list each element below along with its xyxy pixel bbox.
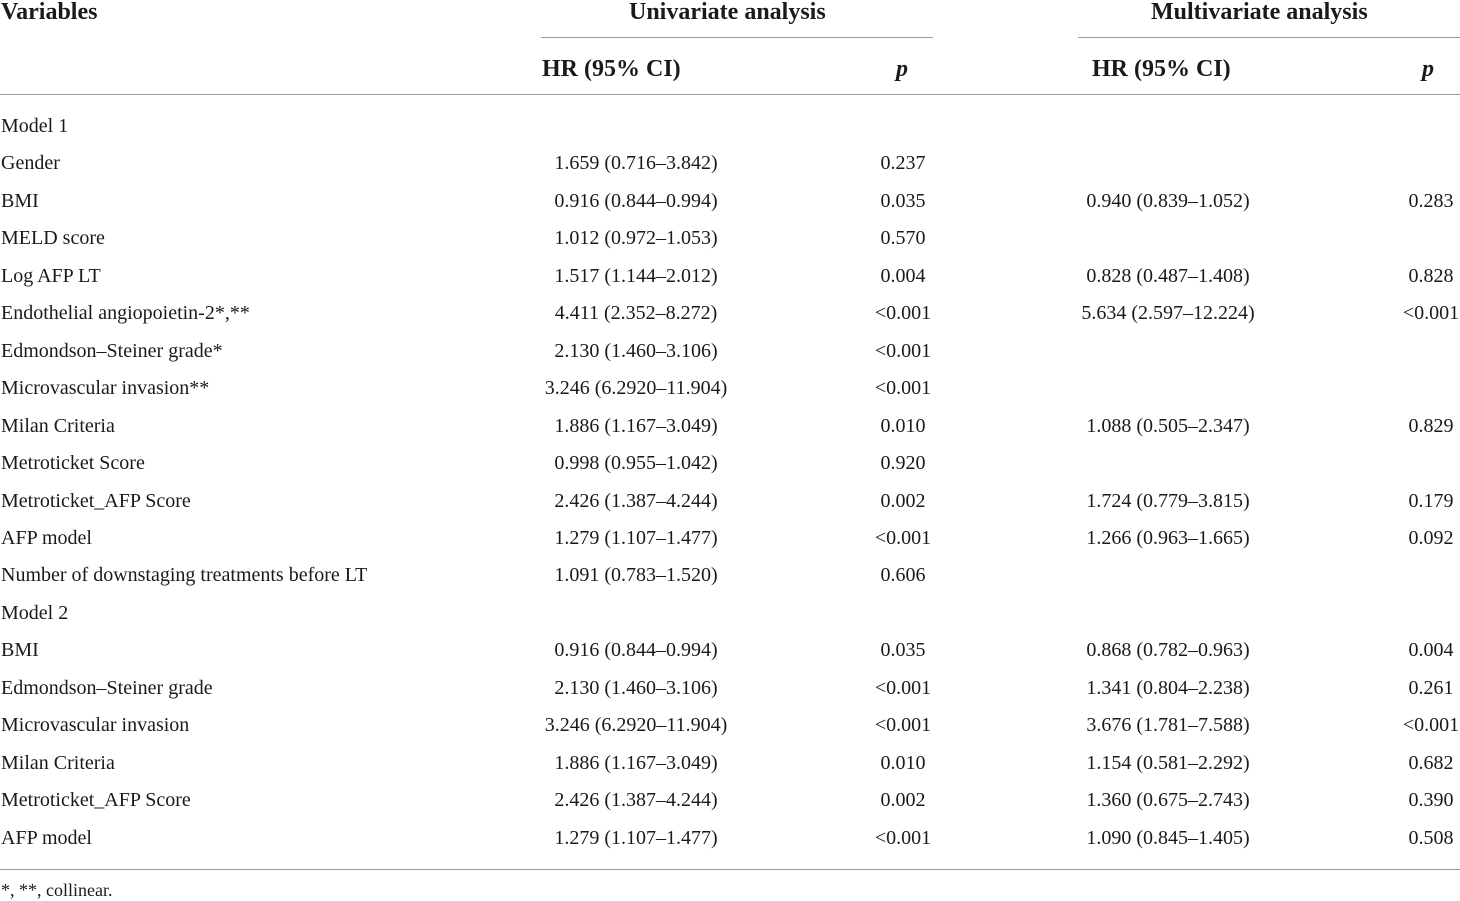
variable-cell: Endothelial angiopoietin-2*,**: [1, 302, 250, 324]
hr-univariate-cell: 3.246 (6.2920–11.904): [544, 714, 728, 736]
variable-cell: Edmondson–Steiner grade: [1, 677, 213, 699]
p-multivariate-cell: 0.283: [1408, 190, 1454, 212]
variable-cell: Model 2: [1, 602, 69, 624]
p-univariate-cell: 0.004: [880, 265, 926, 287]
hr-univariate-cell: 3.246 (6.2920–11.904): [544, 377, 728, 399]
hr-univariate-cell: 2.426 (1.387–4.244): [554, 490, 718, 512]
variable-cell: Gender: [1, 152, 60, 174]
variable-cell: MELD score: [1, 227, 105, 249]
hr-univariate-cell: 1.886 (1.167–3.049): [554, 752, 718, 774]
variable-cell: Metroticket_AFP Score: [1, 490, 191, 512]
hr-multivariate-cell: 1.266 (0.963–1.665): [1086, 527, 1250, 549]
p-multivariate-cell: 0.004: [1408, 639, 1454, 661]
variable-cell: Microvascular invasion: [1, 714, 190, 736]
header-bottom-rule: [0, 94, 1460, 95]
p-univariate-cell: <0.001: [874, 677, 932, 699]
hr-multivariate-cell: 1.724 (0.779–3.815): [1086, 490, 1250, 512]
variable-cell: Metroticket Score: [1, 452, 145, 474]
p-univariate-cell: 0.920: [880, 452, 926, 474]
hr-univariate-cell: 1.886 (1.167–3.049): [554, 415, 718, 437]
p-univariate-cell: 0.010: [880, 415, 926, 437]
table-bottom-rule: [0, 869, 1460, 870]
hr-multivariate-cell: 1.088 (0.505–2.347): [1086, 415, 1250, 437]
hr-univariate-cell: 0.916 (0.844–0.994): [554, 639, 718, 661]
variable-cell: BMI: [1, 639, 39, 661]
p-univariate-cell: <0.001: [874, 340, 932, 362]
hr-univariate-cell: 4.411 (2.352–8.272): [554, 302, 718, 324]
p-univariate-cell: <0.001: [874, 527, 932, 549]
p-multivariate-cell: 0.092: [1408, 527, 1454, 549]
p-multivariate-cell: 0.682: [1408, 752, 1454, 774]
hr-multivariate-cell: 1.341 (0.804–2.238): [1086, 677, 1250, 699]
footnote: *, **, collinear.: [1, 880, 113, 900]
p-multivariate-cell: 0.179: [1408, 490, 1454, 512]
p-univariate-cell: 0.010: [880, 752, 926, 774]
p-multivariate-cell: 0.828: [1408, 265, 1454, 287]
variable-cell: Model 1: [1, 115, 69, 137]
p-univariate-cell: <0.001: [874, 827, 932, 849]
variable-cell: AFP model: [1, 527, 92, 549]
hr-multivariate-cell: 1.090 (0.845–1.405): [1086, 827, 1250, 849]
variable-cell: Milan Criteria: [1, 415, 115, 437]
multivariate-underline: [1078, 37, 1460, 38]
p-univariate-cell: 0.606: [880, 564, 926, 586]
hr-univariate-cell: 2.130 (1.460–3.106): [554, 677, 718, 699]
univariate-underline: [541, 37, 933, 38]
p-univariate-cell: 0.035: [880, 639, 926, 661]
variable-cell: Milan Criteria: [1, 752, 115, 774]
header-p-univariate: p: [896, 56, 908, 82]
hr-univariate-cell: 1.012 (0.972–1.053): [554, 227, 718, 249]
header-hr-univariate: HR (95% CI): [542, 56, 681, 82]
variable-cell: Metroticket_AFP Score: [1, 789, 191, 811]
variable-cell: Log AFP LT: [1, 265, 101, 287]
p-multivariate-cell: 0.829: [1408, 415, 1454, 437]
variable-cell: BMI: [1, 190, 39, 212]
p-multivariate-cell: <0.001: [1402, 714, 1460, 736]
hr-multivariate-cell: 3.676 (1.781–7.588): [1086, 714, 1250, 736]
hr-multivariate-cell: 5.634 (2.597–12.224): [1081, 302, 1255, 324]
p-univariate-cell: <0.001: [874, 377, 932, 399]
hr-univariate-cell: 1.091 (0.783–1.520): [554, 564, 718, 586]
hr-univariate-cell: 0.998 (0.955–1.042): [554, 452, 718, 474]
p-univariate-cell: 0.035: [880, 190, 926, 212]
header-variables: Variables: [1, 0, 98, 25]
p-multivariate-cell: 0.390: [1408, 789, 1454, 811]
hr-multivariate-cell: 0.940 (0.839–1.052): [1086, 190, 1250, 212]
hr-univariate-cell: 1.659 (0.716–3.842): [554, 152, 718, 174]
variable-cell: AFP model: [1, 827, 92, 849]
p-univariate-cell: 0.237: [880, 152, 926, 174]
header-multivariate: Multivariate analysis: [1151, 0, 1368, 25]
hr-univariate-cell: 1.517 (1.144–2.012): [554, 265, 718, 287]
hr-univariate-cell: 2.426 (1.387–4.244): [554, 789, 718, 811]
variable-cell: Microvascular invasion**: [1, 377, 210, 399]
hr-multivariate-cell: 0.868 (0.782–0.963): [1086, 639, 1250, 661]
p-univariate-cell: <0.001: [874, 302, 932, 324]
hr-univariate-cell: 1.279 (1.107–1.477): [554, 527, 718, 549]
p-multivariate-cell: 0.508: [1408, 827, 1454, 849]
variable-cell: Number of downstaging treatments before LT: [1, 564, 368, 586]
hr-multivariate-cell: 0.828 (0.487–1.408): [1086, 265, 1250, 287]
hr-univariate-cell: 2.130 (1.460–3.106): [554, 340, 718, 362]
p-univariate-cell: 0.570: [880, 227, 926, 249]
hr-multivariate-cell: 1.360 (0.675–2.743): [1086, 789, 1250, 811]
header-hr-multivariate: HR (95% CI): [1092, 56, 1231, 82]
hr-univariate-cell: 0.916 (0.844–0.994): [554, 190, 718, 212]
p-univariate-cell: 0.002: [880, 490, 926, 512]
p-multivariate-cell: <0.001: [1402, 302, 1460, 324]
p-univariate-cell: 0.002: [880, 789, 926, 811]
variable-cell: Edmondson–Steiner grade*: [1, 340, 223, 362]
hr-univariate-cell: 1.279 (1.107–1.477): [554, 827, 718, 849]
p-univariate-cell: <0.001: [874, 714, 932, 736]
header-univariate: Univariate analysis: [629, 0, 826, 25]
header-p-multivariate: p: [1422, 56, 1434, 82]
hr-multivariate-cell: 1.154 (0.581–2.292): [1086, 752, 1250, 774]
p-multivariate-cell: 0.261: [1408, 677, 1454, 699]
